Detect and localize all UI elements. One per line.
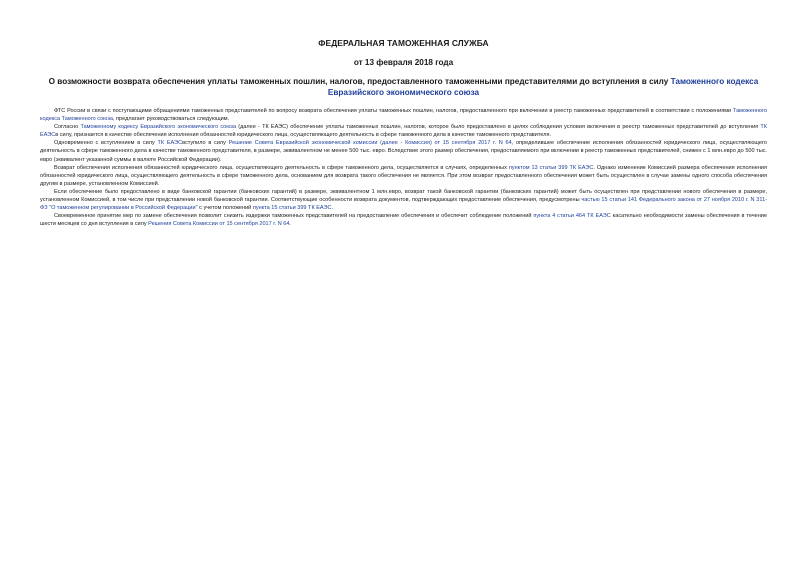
link-council-decision-64[interactable]: Решения Совета Комиссии от 15 сентября 2017 г. N 64	[148, 221, 290, 228]
paragraph-text: Возврат обеспечения исполнения обязанностей юридического лица, осуществляющего деятельность в сфере таможенного дела, осуществляется в случаях, определенных	[54, 164, 509, 171]
paragraph-text: , предлагает руководствоваться следующим.	[112, 116, 230, 123]
paragraph-4	[40, 164, 767, 188]
paragraph-text: ФТС России в связи с поступающими обращениями таможенных представителей по вопросу возврата обеспечения уплаты таможенных пошлин, налогов, предоставленного при включении в реестр таможенных представителей в соответствии с положениями	[54, 108, 733, 114]
link-tk-ts[interactable]: Таможенного кодекса Таможенного союза	[40, 108, 767, 123]
paragraph-text: касательно необходимости замены обеспечения в течение шести месяцев со дня вступления в силу	[40, 213, 767, 228]
link-federal-law-311[interactable]: частью 15 статьи 141 Федерального закона от 27 ноября 2010 г. N 311-ФЗ "О таможенном регулировании в Российской Федерации"	[40, 197, 767, 212]
paragraph-6	[40, 212, 767, 228]
paragraph-5	[40, 188, 767, 212]
paragraph-text: в силу, признается в качестве обеспечения исполнения обязанностей юридического лица, осуществляющего деятельность в сфере таможенного дела в качестве таможенного представителя.	[55, 132, 551, 139]
paragraph-text: . Однако изменение Комиссией размера обеспечения исполнения обязанностей юридического лица, осуществляющего деятельность в сфере таможенного дела, основанием для возврата такого обеспечения не является. При этом возврат предоставленного обеспечения может быть осуществлен в случае замены одного способа обеспечения другим в размере, установленном Комиссией.	[40, 164, 767, 187]
title-link-tk-eaeu[interactable]: Таможенного кодекса Евразийского экономического союза	[327, 77, 759, 97]
link-article-399-p13[interactable]: пунктом 13 статьи 399 ТК ЕАЭС	[508, 164, 594, 171]
document-body	[40, 107, 767, 228]
paragraph-1	[40, 107, 767, 123]
link-tk-eaeu[interactable]: ТК ЕАЭС	[157, 140, 183, 147]
agency-heading: ФЕДЕРАЛЬНАЯ ТАМОЖЕННАЯ СЛУЖБА	[318, 38, 489, 48]
paragraph-text: с учетом положений	[197, 205, 253, 212]
link-article-464-p4[interactable]: пункта 4 статьи 464 ТК ЕАЭС	[533, 213, 611, 220]
paragraph-2	[40, 123, 767, 139]
document-date: от 13 февраля 2018 года	[353, 58, 454, 67]
title-text: О возможности возврата обеспечения уплаты таможенных пошлин, налогов, предоставленного таможенными представителями до вступления в силу	[48, 77, 671, 86]
paragraph-text: Своевременное принятие мер по замене обеспечения позволит снизить издержки таможенных представителей на предоставление обеспечения и обеспечит соблюдение положений	[54, 213, 534, 220]
paragraph-text: Если обеспечение было предоставлено в виде банковской гарантии (банковских гарантий) в размере, эквивалентном 1 млн.евро, возврат такой банковской гарантии (банковских гарантий) может быть осуществлен при представлении нового обеспечения в размере, установленном Комиссией, в том числе при представлении новой банковской гарантии. Соответствующие особенности возврата документов, подтверждающих предоставление обеспечения, предусмотрены	[40, 188, 767, 204]
paragraph-text: Согласно	[54, 124, 81, 131]
link-tk-eaeu[interactable]: ТК ЕАЭС	[40, 124, 767, 139]
paragraph-text: .	[331, 205, 334, 212]
paragraph-text: Одновременно с вступлением в силу	[54, 140, 158, 147]
link-decision-64[interactable]: Решение Совета Евразийской экономической комиссии (далее - Комиссия) от 15 сентября 2017 г. N 64	[228, 140, 512, 147]
paragraph-text: .	[289, 221, 291, 228]
paragraph-3	[40, 139, 767, 163]
link-article-399-p15[interactable]: пункта 15 статьи 399 ТК ЕАЭС	[252, 205, 332, 212]
paragraph-text: , определившее обеспечение исполнения обязанностей юридического лица, осуществляющего деятельность в сфере таможенного дела в качестве таможенного представителя, в размере, эквивалентном не менее 500 тыс. евро. Вследствие этого размер обеспечения, предоставляемого при включении в реестр таможенных представителей, снижен с 1 млн.евро до 500 тыс. евро (эквивалент указанной суммы в валюте Российской Федерации).	[40, 140, 767, 163]
document-title	[40, 76, 767, 98]
link-tk-eaeu-full[interactable]: Таможенному кодексу Евразийского экономического союза	[80, 124, 237, 131]
paragraph-text: вступило в силу	[182, 140, 229, 147]
paragraph-text: (далее - ТК ЕАЭС) обеспечение уплаты таможенных пошлин, налогов, которое было предоставлено в целях соблюдения условия включения в реестр таможенных представителей до вступления	[236, 124, 761, 131]
